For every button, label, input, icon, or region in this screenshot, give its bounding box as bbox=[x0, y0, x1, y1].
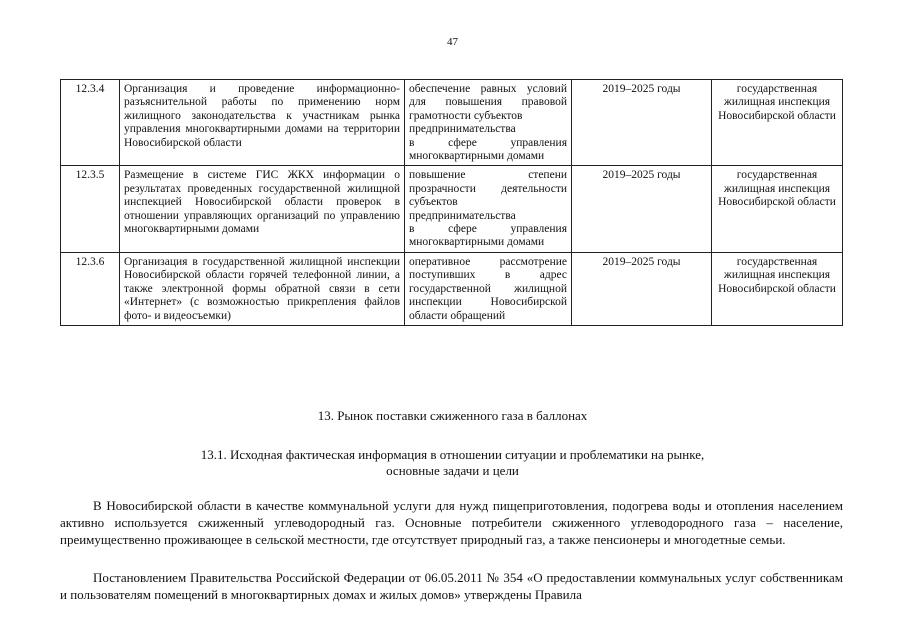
result-line: обеспечение равных условий для повышения правовой грамотности субъектов bbox=[409, 83, 567, 122]
executor-line: жилищная инспекция bbox=[723, 182, 831, 195]
paragraph bbox=[60, 569, 843, 603]
period: 2019–2025 годы bbox=[572, 80, 712, 166]
result-line: предпринимательства bbox=[409, 123, 516, 136]
table-row bbox=[61, 166, 843, 252]
executor-line: государственная bbox=[736, 83, 818, 95]
executor bbox=[712, 80, 843, 166]
expected-result bbox=[405, 80, 572, 166]
table-row bbox=[61, 252, 843, 325]
row-number: 12.3.4 bbox=[61, 80, 120, 166]
result-line: в сфере управления многоквартирными домами bbox=[409, 223, 567, 249]
page-number: 47 bbox=[447, 36, 458, 48]
subsection-title bbox=[100, 447, 805, 479]
executor-line: государственная bbox=[736, 255, 818, 268]
executor-line: жилищная инспекция bbox=[723, 269, 831, 282]
paragraph bbox=[60, 497, 843, 548]
result-line: предпринимательства bbox=[409, 209, 516, 222]
executor-line: государственная bbox=[736, 169, 818, 182]
executor bbox=[712, 252, 843, 325]
executor-line: жилищная инспекция bbox=[723, 96, 831, 109]
measure-name: Организация и проведение информационно-разъяснительной работы по применению норм жилищного законодательства к участникам рынка управления многоквартирными домами на территории Новосибирской области bbox=[120, 80, 405, 166]
measure-name: Организация в государственной жилищной инспекции Новосибирской области горячей телефонной линии, а также электронной формы обратной связи в сети «Интернет» (с возможностью прикрепления файлов фото- и видеосъемки) bbox=[120, 252, 405, 325]
subsection-title-line: основные задачи и цели bbox=[386, 463, 519, 478]
measure-name: Размещение в системе ГИС ЖКХ информации о результатах проведенных государственной жилищной инспекцией Новосибирской области проверок в отношении управляющих организаций по управлению многоквартирными домами bbox=[120, 166, 405, 252]
executor-line: Новосибирской области bbox=[718, 196, 836, 209]
table-row bbox=[61, 80, 843, 166]
period: 2019–2025 годы bbox=[572, 252, 712, 325]
expected-result bbox=[405, 252, 572, 325]
executor-line: Новосибирской области bbox=[718, 282, 836, 295]
paragraph-text: Постановлением Правительства Российской Федерации от 06.05.2011 № 354 «О предоставлении коммунальных услуг собственникам и пользователям помещений в многоквартирных домах и жилых домов» утверждены Правила bbox=[60, 570, 843, 602]
measures-table bbox=[60, 79, 843, 326]
row-number: 12.3.6 bbox=[61, 252, 120, 325]
expected-result bbox=[405, 166, 572, 252]
paragraph-text: В Новосибирской области в качестве коммунальной услуги для нужд пищеприготовления, подогрева воды и отопления населением активно используется сжиженный углеводородный газ. Основные потребители сжиженного углеводородного газа – население, преимущественно проживающее в сельской местности, где отсутствует природный газ, а также пенсионеры и многодетные семьи. bbox=[60, 498, 843, 547]
period: 2019–2025 годы bbox=[572, 166, 712, 252]
executor-line: Новосибирской области bbox=[718, 109, 836, 122]
result-line: в сфере управления многоквартирными домами bbox=[409, 136, 567, 163]
result-line: повышение степени прозрачности деятельности субъектов bbox=[409, 169, 567, 209]
row-number: 12.3.5 bbox=[61, 166, 120, 252]
subsection-title-line: 13.1. Исходная фактическая информация в отношении ситуации и проблематики на рынке, bbox=[200, 447, 705, 462]
result-line: оперативное рассмотрение поступивших в адрес государственной жилищной инспекции Новосибирской области обращений bbox=[409, 255, 567, 322]
section-title: 13. Рынок поставки сжиженного газа в баллонах bbox=[317, 408, 588, 423]
executor bbox=[712, 166, 843, 252]
